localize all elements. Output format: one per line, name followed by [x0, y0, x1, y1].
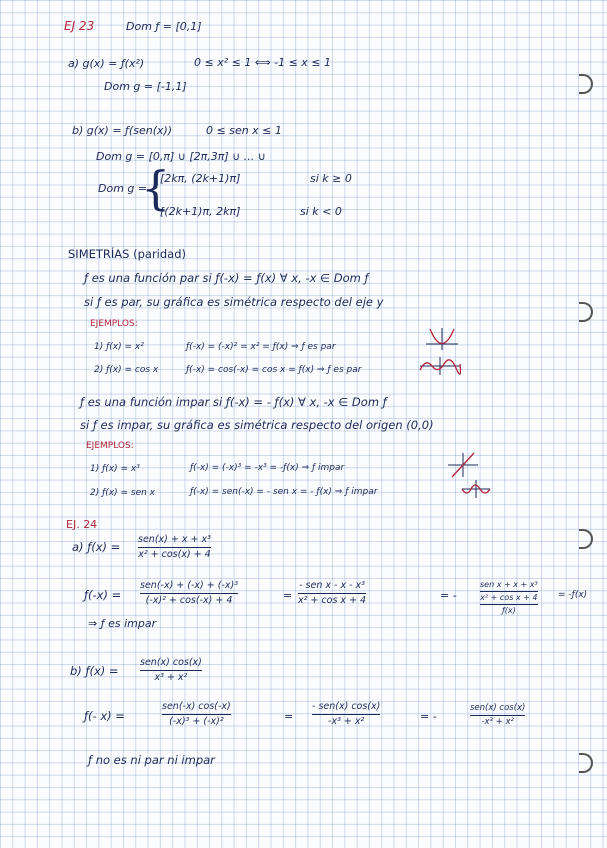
- par-example-1a: 1) ƒ(x) = x²: [94, 342, 144, 352]
- ej23-b-line: b) g(x) = ƒ(sen(x)): [72, 124, 173, 137]
- denominator: (-x)² + cos(-x) + 4: [145, 595, 233, 606]
- impar-graph: si ƒ es impar, su gráfica es simétrica respecto del origen (0,0): [80, 418, 434, 432]
- fraction-bar: [298, 593, 366, 594]
- fraction-bar: [140, 593, 238, 594]
- denominator-f: ƒ(x): [501, 606, 516, 615]
- impar-example-1b: ƒ(-x) = (-x)³ = -x³ = -ƒ(x) ⇒ ƒ impar: [190, 463, 345, 473]
- equals-minus: = -: [420, 710, 437, 723]
- ej24-b-fraction: [140, 657, 202, 683]
- ejemplos-label-1: EJEMPLOS:: [90, 319, 138, 329]
- ej24-a-label: a) ƒ(x) =: [72, 540, 121, 554]
- par-example-2a: 2) ƒ(x) = cos x: [94, 365, 159, 375]
- ej23-a-dom: Dom g = [-1,1]: [104, 80, 187, 93]
- numerator: sen(-x) + (-x) + (-x)³: [140, 580, 239, 591]
- ej24-a-frac1: [140, 580, 238, 606]
- ej24-a-frac2: [298, 580, 366, 606]
- ej23-dom-f: Dom ƒ = [0,1]: [126, 20, 202, 33]
- ej24-b-lhs: ƒ(- x) =: [84, 709, 125, 723]
- denominator: x³ + x²: [154, 672, 188, 683]
- fraction-bar: [480, 591, 538, 592]
- par-example-2b: ƒ(-x) = cos(-x) = cos x = ƒ(x) ⇒ ƒ es par: [186, 365, 362, 375]
- ej23-title: EJ 23: [64, 19, 95, 33]
- ej24-a-end: = -ƒ(x): [558, 590, 588, 600]
- denominator: -x³ + x²: [481, 717, 514, 727]
- denominator: (-x)³ + (-x)²: [169, 716, 224, 727]
- ej24-a-fraction: [138, 534, 211, 560]
- par-definition: ƒ es una función par si ƒ(-x) = ƒ(x) ∀ x, -x ∈ Dom ƒ: [84, 271, 369, 285]
- numerator: sen(-x) cos(-x): [162, 701, 231, 712]
- sine-sketch: [460, 479, 492, 499]
- numerator: sen x + x + x³: [480, 580, 538, 589]
- ej23-b-case1: [2kπ, (2k+1)π]: [160, 172, 241, 185]
- ej24-a-conclusion: ⇒ ƒ es impar: [88, 617, 157, 630]
- cosine-sketch: [418, 356, 462, 376]
- ej24-a-lhs: ƒ(-x) =: [84, 588, 122, 602]
- fraction-bar: [138, 547, 211, 548]
- fraction-bar: [140, 670, 202, 671]
- ej23-b-dom1: Dom g = [0,π] ∪ [2π,3π] ∪ ... ∪: [96, 150, 266, 163]
- simetrias-title: SIMETRÍAS (paridad): [68, 247, 186, 261]
- ej23-a-line: a) g(x) = ƒ(x²): [68, 57, 145, 70]
- par-example-1b: ƒ(-x) = (-x)² = x² = ƒ(x) ⇒ ƒ es par: [186, 342, 336, 352]
- impar-example-1a: 1) ƒ(x) = x³: [90, 464, 140, 474]
- numerator: - sen x - x - x³: [299, 580, 365, 591]
- numerator: - sen(x) cos(x): [312, 701, 381, 712]
- ej23-b-case1-cond: si k ≥ 0: [310, 172, 352, 185]
- ej23-b-case2-cond: si k < 0: [300, 205, 342, 218]
- fraction-bar: [312, 714, 380, 715]
- ej24-b-frac2: [312, 701, 380, 727]
- par-graph: si ƒ es par, su gráfica es simétrica respecto del eje y: [84, 295, 384, 309]
- denominator: -x³ + x²: [328, 716, 365, 727]
- denominator: x² + cos x + 4: [480, 593, 538, 602]
- ej23-b-cond: 0 ≤ sen x ≤ 1: [206, 124, 282, 137]
- parabola-sketch: [422, 326, 462, 352]
- curly-brace: {: [141, 161, 171, 215]
- impar-example-2a: 2) ƒ(x) = sen x: [90, 488, 155, 498]
- ej23-b-dom-label: Dom g =: [98, 182, 148, 195]
- ej24-title: EJ. 24: [66, 518, 98, 531]
- ej24-b-conclusion: ƒ no es ni par ni impar: [88, 753, 215, 767]
- ej24-b-label: b) ƒ(x) =: [70, 664, 119, 678]
- ej24-a-frac3: [480, 580, 538, 615]
- ej24-b-frac3: [470, 703, 525, 727]
- fraction-bar: [470, 715, 525, 716]
- numerator: sen(x) cos(x): [140, 657, 202, 668]
- equals-minus: = -: [440, 589, 457, 602]
- fraction-bar: [480, 604, 538, 605]
- impar-definition: ƒ es una función impar si ƒ(-x) = - ƒ(x) ∀ x, -x ∈ Dom ƒ: [80, 395, 387, 409]
- impar-example-2b: ƒ(-x) = sen(-x) = - sen x = - ƒ(x) ⇒ ƒ impar: [190, 487, 378, 497]
- denominator: x² + cos x + 4: [298, 595, 367, 606]
- fraction-bar: [162, 714, 231, 715]
- cubic-sketch: [446, 452, 480, 478]
- ejemplos-label-2: EJEMPLOS:: [86, 441, 134, 451]
- ej23-b-case2: [(2k+1)π, 2kπ]: [160, 205, 241, 218]
- numerator: sen(x) cos(x): [470, 703, 526, 713]
- denominator: x² + cos(x) + 4: [138, 549, 211, 560]
- ej24-b-frac1: [162, 701, 231, 727]
- numerator: sen(x) + x + x³: [138, 534, 211, 545]
- equals: =: [283, 589, 293, 602]
- ej23-a-cond: 0 ≤ x² ≤ 1 ⟺ -1 ≤ x ≤ 1: [194, 56, 331, 69]
- equals: =: [284, 710, 294, 723]
